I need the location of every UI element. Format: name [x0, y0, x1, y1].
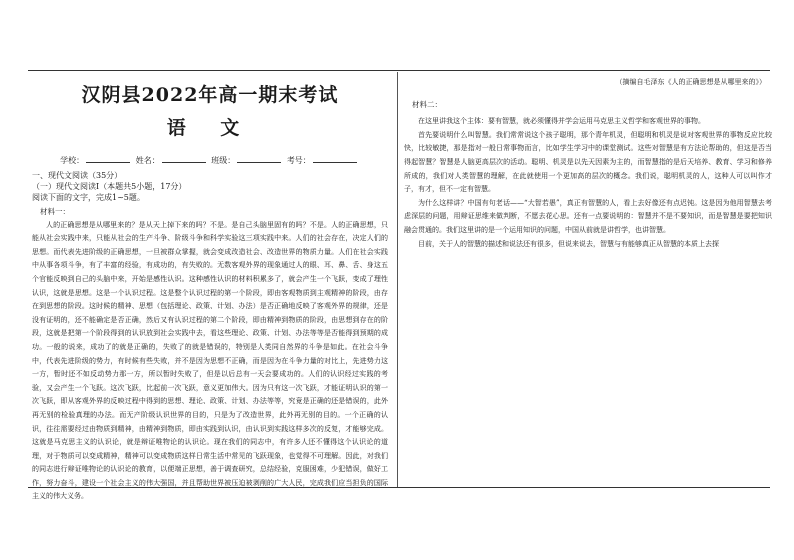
material-two-paragraph: 目前，关于人的智慧的描述和说法还有很多，但说来说去，智慧与有能够真正从智慧的本质上去探 [418, 239, 719, 248]
school-blank[interactable] [86, 154, 130, 163]
school-label: 学校： [60, 156, 85, 165]
class-label: 班级： [211, 156, 236, 165]
subsection-heading: （一）现代文阅读Ⅰ（本题共5小题，17分） [32, 182, 187, 191]
section-heading: 一、现代文阅读（35分） [32, 171, 123, 180]
name-blank[interactable] [162, 154, 206, 163]
exam-title: 汉阴县2022年高一期末考试 [81, 84, 339, 106]
left-column [32, 74, 388, 501]
material-one-label: 材料一： [40, 207, 70, 216]
material-one-text: 人的正确思想是从哪里来的？是从天上掉下来的吗？不是。是自己头脑里固有的吗？不是。人的正确思想，只能从社会实践中来，只能从社会的生产斗争、阶级斗争和科学实验这三项实践中来。人们的社会存在，决定人们的思想。而代表先进阶级的正确思想，一旦被群众掌握，就会变成改造社会、改造世界的物质力量。人们在社会实践中从事各项斗争，有了丰富的经验，有成功的，有失败的。无数客观外界的现象通过人的眼、耳、鼻、舌、身这五个官能反映到自己的头脑中来，开始是感性认识。这种感性认识的材料积累多了，就会产生一个飞跃，变成了理性认识，这就是思想。这是一个认识过程。这是整个认识过程的第一个阶段，即由客观物质到主观精神的阶段，由存在到思想的阶段。这时候的精神、思想（包括理论、政策、计划、办法）是否正确地反映了客观外界的规律，还是没有证明的，还不能确定是否正确，然后又有认识过程的第二个阶段，即由精神到物质的阶段，由思想到存在的阶段，这就是把第一个阶段得到的认识放到社会实践中去，看这些理论、政策、计划、办法等等是否能得到预期的成功。一般的说来，成功了的就是正确的，失败了的就是错误的，特别是人类同自然界的斗争是如此。在社会斗争中，代表先进阶级的势力，有时候有些失败，并不是因为思想不正确，而是因为在斗争力量的对比上，先进势力这一方，暂时还不如反动势力那一方，所以暂时失败了，但是以后总有一天会要成功的。人们的认识经过实践的考验，又会产生一个飞跃。这次飞跃，比起前一次飞跃，意义更加伟大。因为只有这一次飞跃，才能证明认识的第一次飞跃，即从客观外界的反映过程中得到的思想、理论、政策、计划、办法等等，究竟是正确的还是错误的，此外再无别的检验真理的办法。而无产阶级认识世界的目的，只是为了改造世界，此外再无别的目的。一个正确的认识，往往需要经过由物质到精神，由精神到物质，即由实践到认识，由认识到实践这样多次的反复，才能够完成。这就是马克思主义的认识论，就是辩证唯物论的认识论。现在我们的同志中，有许多人还不懂得这个认识论的道理，对于物质可以变成精神，精神可以变成物质这样日常生活中常见的飞跃现象，也觉得不可理解。因此，对我们的同志进行辩证唯物论的认识论的教育，以便端正思想，善于调查研究，总结经验，克服困难，少犯错误，做好工作，努力奋斗，建设一个社会主义的伟大强国，并且帮助世界被压迫被剥削的广大人民，完成我们应当担负的国际主义的伟大义务。 [32, 220, 388, 501]
material-two-label: 材料二： [412, 99, 442, 109]
right-column [404, 74, 772, 488]
exam-no-blank[interactable] [313, 154, 357, 163]
material-two-paragraph: 首先要说明什么叫智慧。我们常常说这个孩子聪明，那个青年机灵，但聪明和机灵是说对客观世界的事物反应比较快，比较敏捷，那是指对一般日常事物而言，比如学生学习中的课堂测试。这些对智慧是有方法论帮助的，但这是否当得起智慧？智慧是人脑更高层次的活动。聪明、机灵是以先天因素为主的，而智慧指的是后天培养、教育、学习和修养所成的，我们对人类智慧的理解，在此就使用一个更加高的层次的概念。我们说，聪明机灵的人，这种人可以叫作才子，有才，但不一定有智慧。 [404, 130, 772, 194]
source-citation: （摘编自毛泽东《人的正确思想是从哪里来的》） [615, 78, 766, 86]
class-blank[interactable] [237, 154, 281, 163]
name-label: 姓名： [135, 156, 160, 165]
reading-instruction: 阅读下面的文字，完成1~5题。 [32, 193, 145, 202]
material-two-paragraph: 为什么这样讲？中国有句老话——“大智若愚”，真正有智慧的人，看上去好像还有点迟钝。这是因为他用智慧去考虑深层的问题，用辩证思维来做判断，不愿去花心思。还有一点要说明的：智慧并不是不要知识，而是智慧是要把知识融会贯通的。我们这里讲的是一个运用知识的问题，中国从前就是讲哲学，也讲智慧。 [404, 198, 772, 234]
exam-subject: 语 文 [166, 117, 254, 139]
column-divider [397, 72, 398, 488]
top-rule [28, 70, 770, 71]
exam-no-label: 考号： [286, 156, 311, 165]
material-two-paragraph: 在这里讲我这个主体：要有智慧，就必须懂得并学会运用马克思主义哲学和客观世界的事物。 [418, 117, 705, 126]
student-info-line [32, 154, 388, 166]
